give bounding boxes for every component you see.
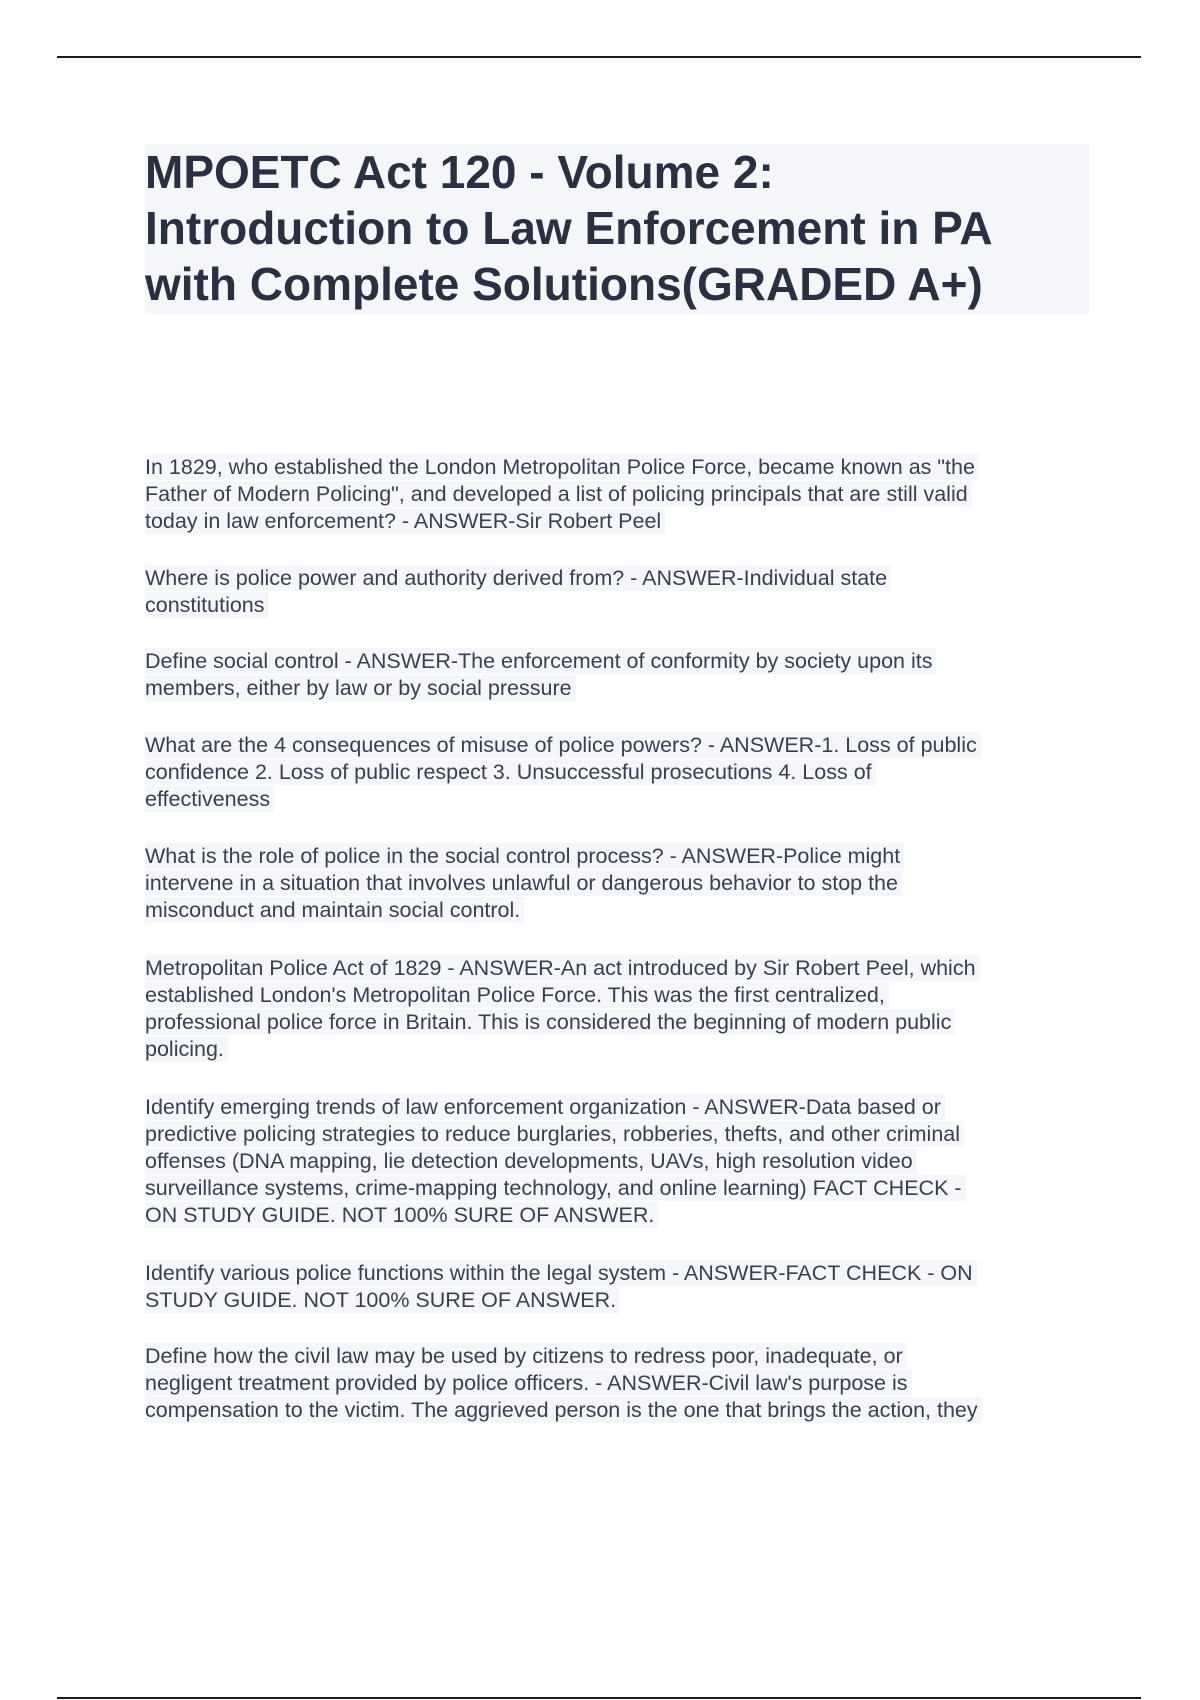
qa-line: predictive policing strategies to reduce burglaries, robberies, thefts, and other criminal xyxy=(145,1121,964,1147)
qa-line: Define how the civil law may be used by citizens to redress poor, inadequate, or xyxy=(145,1343,907,1369)
qa-line: intervene in a situation that involves unlawful or dangerous behavior to stop the xyxy=(145,870,902,896)
qa-line: What is the role of police in the social control process? - ANSWER-Police might xyxy=(145,843,904,869)
qa-line: Father of Modern Policing", and developed a list of policing principals that are still valid xyxy=(145,481,972,507)
qa-line: constitutions xyxy=(145,592,269,618)
bottom-rule xyxy=(57,1697,1141,1699)
qa-line: members, either by law or by social pressure xyxy=(145,675,576,701)
qa-line: surveillance systems, crime-mapping technology, and online learning) FACT CHECK - xyxy=(145,1175,966,1201)
qa-line: In 1829, who established the London Metropolitan Police Force, became known as "the xyxy=(145,454,979,480)
qa-line: Identify emerging trends of law enforcement organization - ANSWER-Data based or xyxy=(145,1094,945,1120)
title-line-2: Introduction to Law Enforcement in PA xyxy=(145,202,993,254)
qa-line: Metropolitan Police Act of 1829 - ANSWER-An act introduced by Sir Robert Peel, which xyxy=(145,955,980,981)
qa-line: negligent treatment provided by police officers. - ANSWER-Civil law's purpose is xyxy=(145,1370,912,1396)
qa-line: Where is police power and authority derived from? - ANSWER-Individual state xyxy=(145,565,891,591)
qa-line: STUDY GUIDE. NOT 100% SURE OF ANSWER. xyxy=(145,1287,620,1313)
title-line-1: MPOETC Act 120 - Volume 2: xyxy=(145,146,774,198)
qa-line: offenses (DNA mapping, lie detection developments, UAVs, high resolution video xyxy=(145,1148,917,1174)
qa-line: effectiveness xyxy=(145,786,274,812)
qa-line: policing. xyxy=(145,1036,228,1062)
qa-line: professional police force in Britain. This is considered the beginning of modern public xyxy=(145,1009,955,1035)
document-title xyxy=(145,144,1089,314)
title-line-3: with Complete Solutions(GRADED A+) xyxy=(145,258,983,310)
qa-line: established London's Metropolitan Police Force. This was the first centralized, xyxy=(145,982,889,1008)
qa-line: compensation to the victim. The aggrieved person is the one that brings the action, they xyxy=(145,1397,982,1423)
qa-line: ON STUDY GUIDE. NOT 100% SURE OF ANSWER. xyxy=(145,1202,658,1228)
qa-line: misconduct and maintain social control. xyxy=(145,897,524,923)
top-rule xyxy=(57,56,1141,58)
qa-line: Define social control - ANSWER-The enforcement of conformity by society upon its xyxy=(145,648,936,674)
qa-line: confidence 2. Loss of public respect 3. Unsuccessful prosecutions 4. Loss of xyxy=(145,759,876,785)
qa-line: What are the 4 consequences of misuse of police powers? - ANSWER-1. Loss of public xyxy=(145,732,981,758)
qa-line: Identify various police functions within the legal system - ANSWER-FACT CHECK - ON xyxy=(145,1260,977,1286)
qa-line: today in law enforcement? - ANSWER-Sir Robert Peel xyxy=(145,508,665,534)
